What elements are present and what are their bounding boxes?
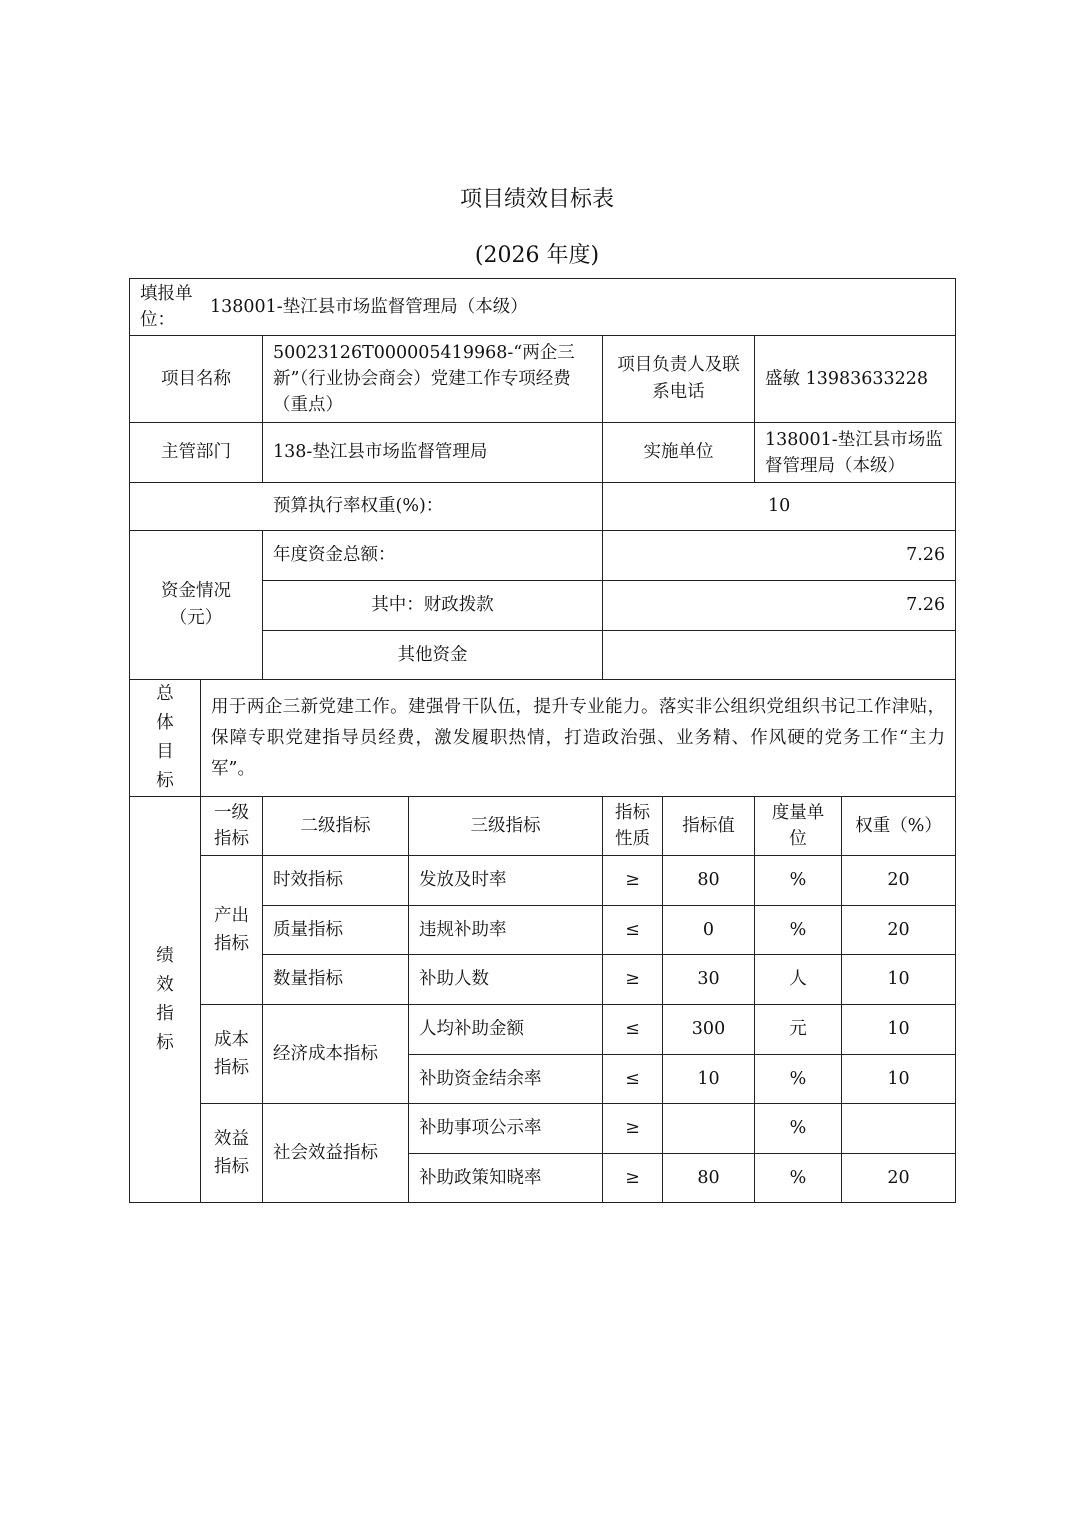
project-owner-value: 盛敏 13983633228 xyxy=(755,336,956,423)
level3-cell: 补助资金结余率 xyxy=(409,1055,603,1104)
unit-cell: 元 xyxy=(755,1005,842,1055)
nature-cell: ≤ xyxy=(603,906,663,955)
table-row xyxy=(130,856,956,906)
funds-other-label: 其他资金 xyxy=(263,631,603,680)
nature-cell: ≤ xyxy=(603,1005,663,1055)
value-cell: 80 xyxy=(663,1154,755,1203)
level3-cell: 补助事项公示率 xyxy=(409,1104,603,1154)
nature-cell: ≥ xyxy=(603,856,663,906)
nature-cell: ≥ xyxy=(603,1104,663,1154)
performance-table xyxy=(129,278,956,1203)
unit-label: 填报单位： xyxy=(140,284,193,330)
project-name-label: 项目名称 xyxy=(130,336,263,423)
unit-cell: % xyxy=(755,1154,842,1203)
level2-cell: 社会效益指标 xyxy=(263,1104,409,1203)
funds-total-value: 7.26 xyxy=(603,531,956,581)
level3-cell: 补助人数 xyxy=(409,955,603,1005)
table-row xyxy=(130,1005,956,1055)
level1-cell: 产出指标 xyxy=(201,856,263,1005)
impl-value: 138001-垫江县市场监督管理局（本级） xyxy=(755,423,956,483)
funds-label: 资金情况（元） xyxy=(130,531,263,680)
level3-cell: 人均补助金额 xyxy=(409,1005,603,1055)
weight-cell xyxy=(842,1104,956,1154)
dept-label: 主管部门 xyxy=(130,423,263,483)
table-row xyxy=(130,1104,956,1154)
budget-rate-label: 预算执行率权重(%)： xyxy=(130,483,603,531)
weight-cell: 20 xyxy=(842,906,956,955)
funds-fiscal-value: 7.26 xyxy=(603,581,956,631)
header-weight: 权重（%） xyxy=(842,797,956,856)
header-level2: 二级指标 xyxy=(263,797,409,856)
level1-cell: 效益指标 xyxy=(201,1104,263,1203)
weight-cell: 10 xyxy=(842,955,956,1005)
value-cell: 30 xyxy=(663,955,755,1005)
unit-cell xyxy=(130,279,956,336)
header-level3: 三级指标 xyxy=(409,797,603,856)
unit-cell: % xyxy=(755,1104,842,1154)
value-cell: 10 xyxy=(663,1055,755,1104)
level2-cell: 质量指标 xyxy=(263,906,409,955)
nature-cell: ≥ xyxy=(603,1154,663,1203)
unit-value: 138001-垫江县市场监督管理局（本级） xyxy=(210,296,528,317)
goal-label: 总体目标 xyxy=(130,680,201,797)
level3-cell: 违规补助率 xyxy=(409,906,603,955)
funds-total-label: 年度资金总额： xyxy=(263,531,603,581)
value-cell: 300 xyxy=(663,1005,755,1055)
value-cell: 80 xyxy=(663,856,755,906)
nature-cell: ≤ xyxy=(603,1055,663,1104)
dept-value: 138-垫江县市场监督管理局 xyxy=(263,423,603,483)
indicators-label: 绩效指标 xyxy=(130,797,201,1203)
level2-cell: 经济成本指标 xyxy=(263,1005,409,1104)
unit-cell: % xyxy=(755,856,842,906)
header-level1: 一级指标 xyxy=(201,797,263,856)
level1-cell: 成本指标 xyxy=(201,1005,263,1104)
weight-cell: 20 xyxy=(842,856,956,906)
header-unit: 度量单位 xyxy=(755,797,842,856)
weight-cell: 10 xyxy=(842,1005,956,1055)
budget-rate-value: 10 xyxy=(603,483,956,531)
funds-fiscal-label: 其中：财政拨款 xyxy=(263,581,603,631)
level3-cell: 发放及时率 xyxy=(409,856,603,906)
project-name-value: 50023126T000005419968-“两企三新”（行业协会商会）党建工作专项经费（重点） xyxy=(263,336,603,423)
impl-label: 实施单位 xyxy=(603,423,755,483)
header-value: 指标值 xyxy=(663,797,755,856)
value-cell: 0 xyxy=(663,906,755,955)
weight-cell: 20 xyxy=(842,1154,956,1203)
document-title: 项目绩效目标表 xyxy=(459,187,614,212)
funds-other-value xyxy=(603,631,956,680)
goal-text: 用于两企三新党建工作。建强骨干队伍，提升专业能力。落实非公组织党组织书记工作津贴，保障专职党建指导员经费，激发履职热情，打造政治强、业务精、作风硬的党务工作“主力军”。 xyxy=(201,680,956,797)
unit-cell: % xyxy=(755,906,842,955)
project-owner-label: 项目负责人及联系电话 xyxy=(603,336,755,423)
indicator-header-row xyxy=(130,797,956,856)
level2-cell: 数量指标 xyxy=(263,955,409,1005)
value-cell xyxy=(663,1104,755,1154)
weight-cell: 10 xyxy=(842,1055,956,1104)
level3-cell: 补助政策知晓率 xyxy=(409,1154,603,1203)
header-nature: 指标性质 xyxy=(603,797,663,856)
unit-cell: % xyxy=(755,1055,842,1104)
level2-cell: 时效指标 xyxy=(263,856,409,906)
document-subtitle: (2026 年度) xyxy=(474,243,600,268)
unit-cell: 人 xyxy=(755,955,842,1005)
nature-cell: ≥ xyxy=(603,955,663,1005)
